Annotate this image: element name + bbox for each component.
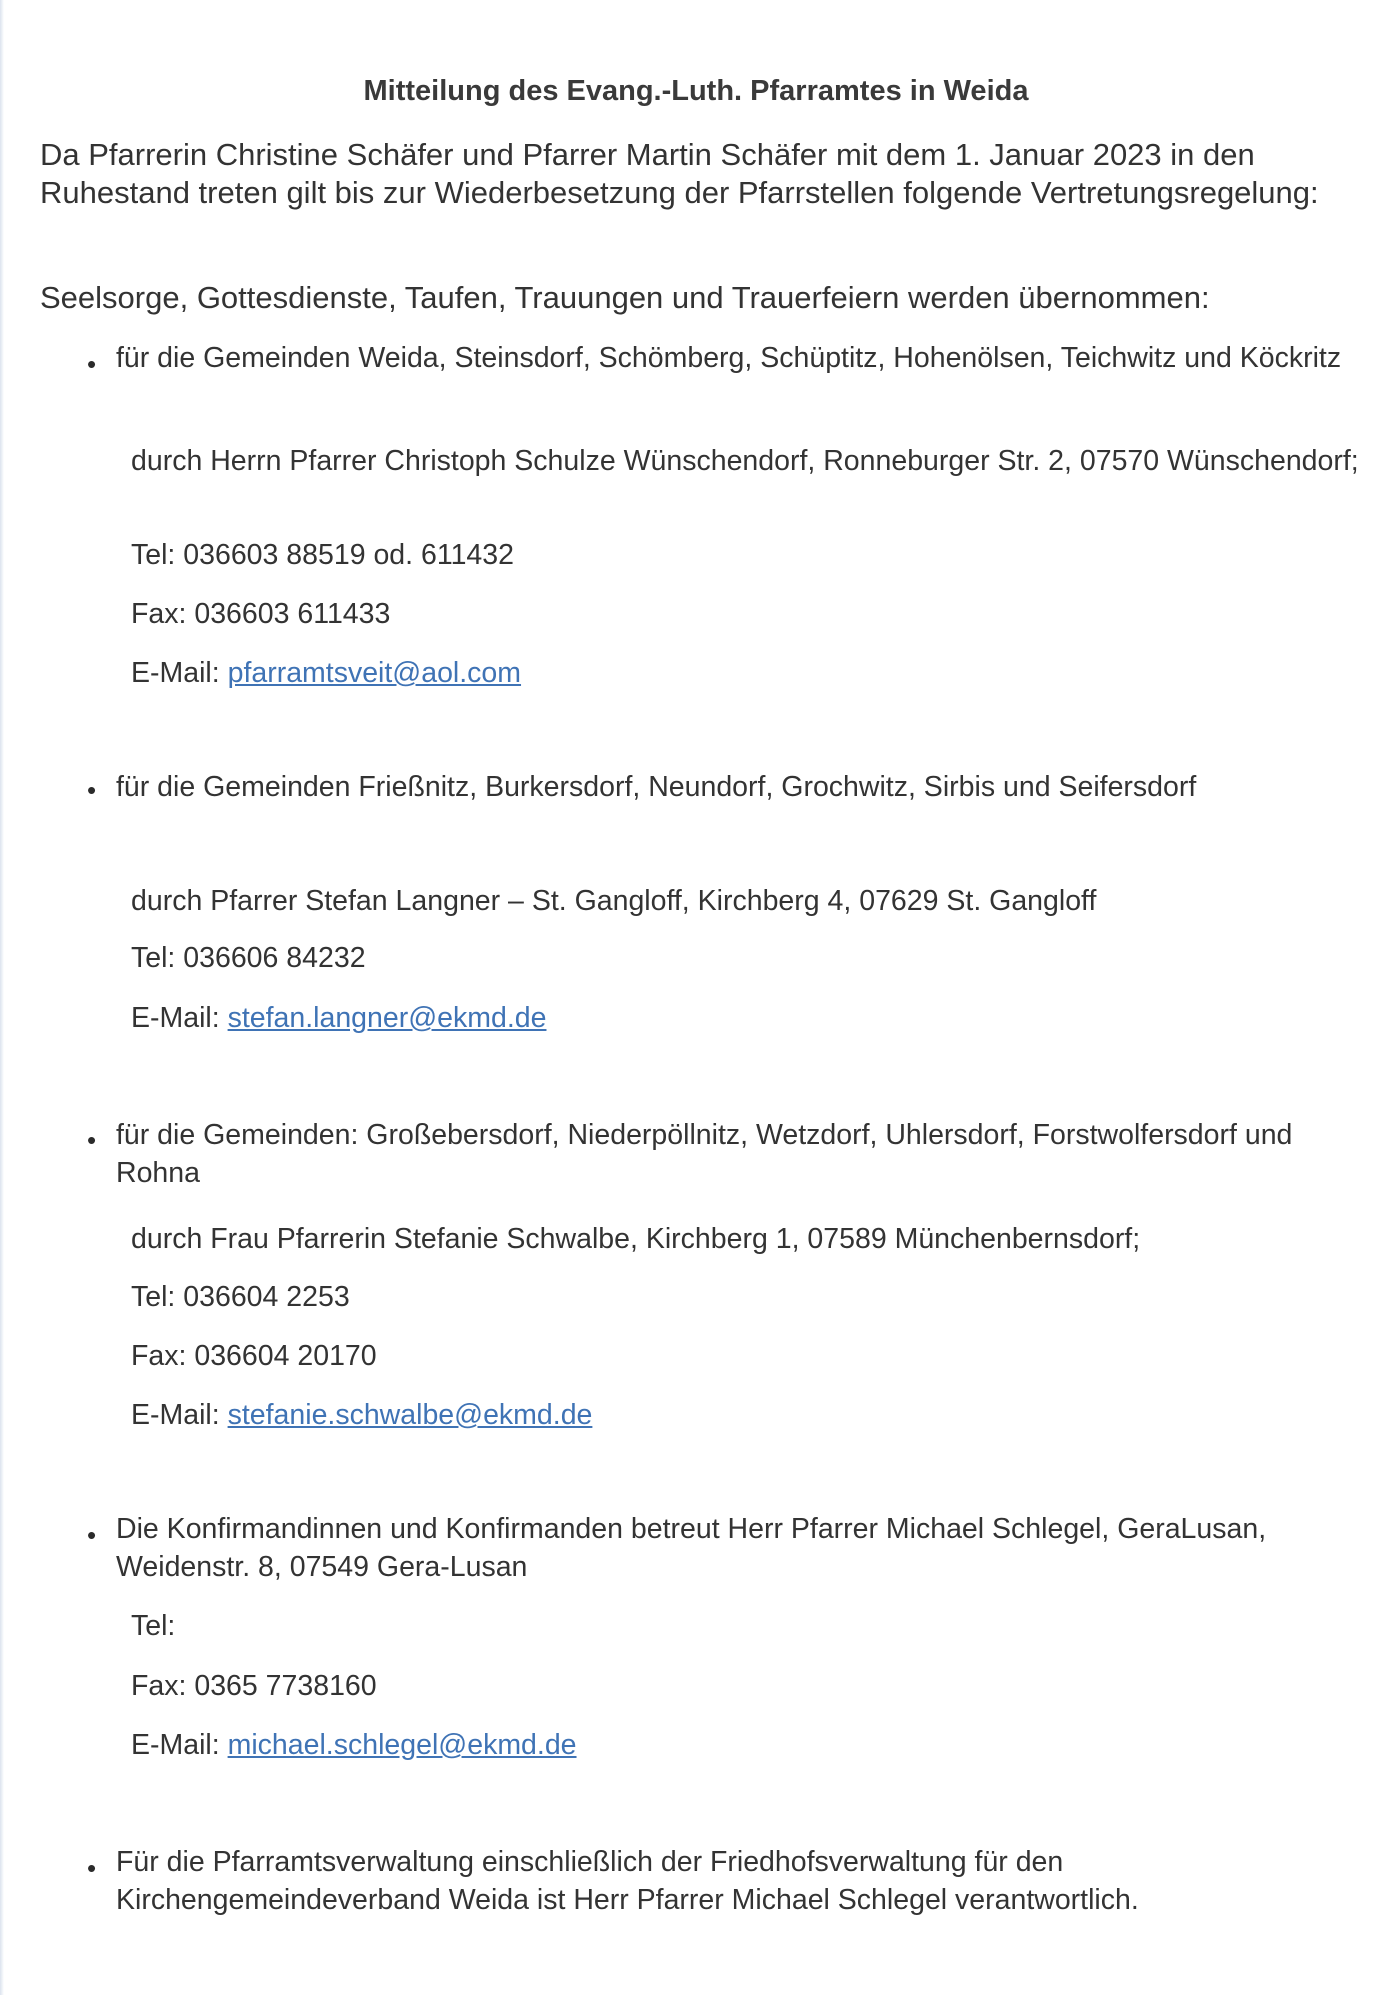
email-link[interactable]: michael.schlegel@ekmd.de xyxy=(227,1729,577,1761)
contact-tel: Tel: 036604 2253 xyxy=(131,1281,350,1313)
bullet-icon xyxy=(87,784,99,796)
contact-person: durch Herrn Pfarrer Christoph Schulze Wünschendorf, Ronneburger Str. 2, 07570 Wünschendorf; xyxy=(131,445,1359,477)
contact-person: durch Pfarrer Stefan Langner – St. Gangloff, Kirchberg 4, 07629 St. Gangloff xyxy=(131,885,1097,917)
contact-tel: Tel: 036606 84232 xyxy=(131,942,366,974)
email-link[interactable]: stefanie.schwalbe@ekmd.de xyxy=(227,1399,593,1431)
contact-tel: Tel: xyxy=(131,1610,176,1642)
contact-email-row xyxy=(131,1001,1361,1035)
email-label: E-Mail: xyxy=(131,1002,228,1034)
email-label: E-Mail: xyxy=(131,1399,228,1431)
email-link[interactable]: stefan.langner@ekmd.de xyxy=(227,1002,547,1034)
list-item-text: für die Gemeinden Frießnitz, Burkersdorf, Neundorf, Grochwitz, Sirbis und Seifersdorf xyxy=(116,771,1197,803)
contact-fax: Fax: 036604 20170 xyxy=(131,1340,377,1372)
contact-person: durch Frau Pfarrerin Stefanie Schwalbe, Kirchberg 1, 07589 Münchenbernsdorf; xyxy=(131,1223,1141,1255)
bullet-icon xyxy=(87,1134,99,1146)
contact-email-row xyxy=(131,1728,1361,1762)
list-item-text: für die Gemeinden: Großebersdorf, Niederpöllnitz, Wetzdorf, Uhlersdorf, Forstwolfersdorf und Rohna xyxy=(116,1119,1293,1189)
email-link[interactable]: pfarramtsveit@aol.com xyxy=(227,657,522,689)
intro-paragraph: Da Pfarrerin Christine Schäfer und Pfarrer Martin Schäfer mit dem 1. Januar 2023 in den Ruhestand treten gilt bis zur Wiederbesetzung der Pfarrstellen folgende Vertretungsregelung: xyxy=(40,137,1319,210)
bullet-icon xyxy=(87,1529,99,1541)
list-item-text: für die Gemeinden Weida, Steinsdorf, Schömberg, Schüptitz, Hohenölsen, Teichwitz und Köckritz xyxy=(116,342,1342,374)
bullet-icon xyxy=(87,1862,99,1874)
email-label: E-Mail: xyxy=(131,1729,228,1761)
contact-email-row xyxy=(131,656,1361,690)
lead-paragraph: Seelsorge, Gottesdienste, Taufen, Trauungen und Trauerfeiern werden übernommen: xyxy=(40,280,1210,315)
page-title: Mitteilung des Evang.-Luth. Pfarramtes in Weida xyxy=(363,75,1029,107)
bullet-icon xyxy=(87,358,99,370)
email-label: E-Mail: xyxy=(131,657,228,689)
contact-tel: Tel: 036603 88519 od. 611432 xyxy=(131,539,514,571)
contact-fax: Fax: 0365 7738160 xyxy=(131,1670,377,1702)
contact-fax: Fax: 036603 611433 xyxy=(131,598,391,630)
contact-email-row xyxy=(131,1398,1361,1432)
list-item-text: Für die Pfarramtsverwaltung einschließlich der Friedhofsverwaltung für den Kirchengemeindeverband Weida ist Herr Pfarrer Michael Schlegel verantwortlich. xyxy=(116,1846,1139,1916)
list-item-text: Die Konfirmandinnen und Konfirmanden betreut Herr Pfarrer Michael Schlegel, GeraLusan, Weidenstr. 8, 07549 Gera-Lusan xyxy=(116,1513,1267,1583)
